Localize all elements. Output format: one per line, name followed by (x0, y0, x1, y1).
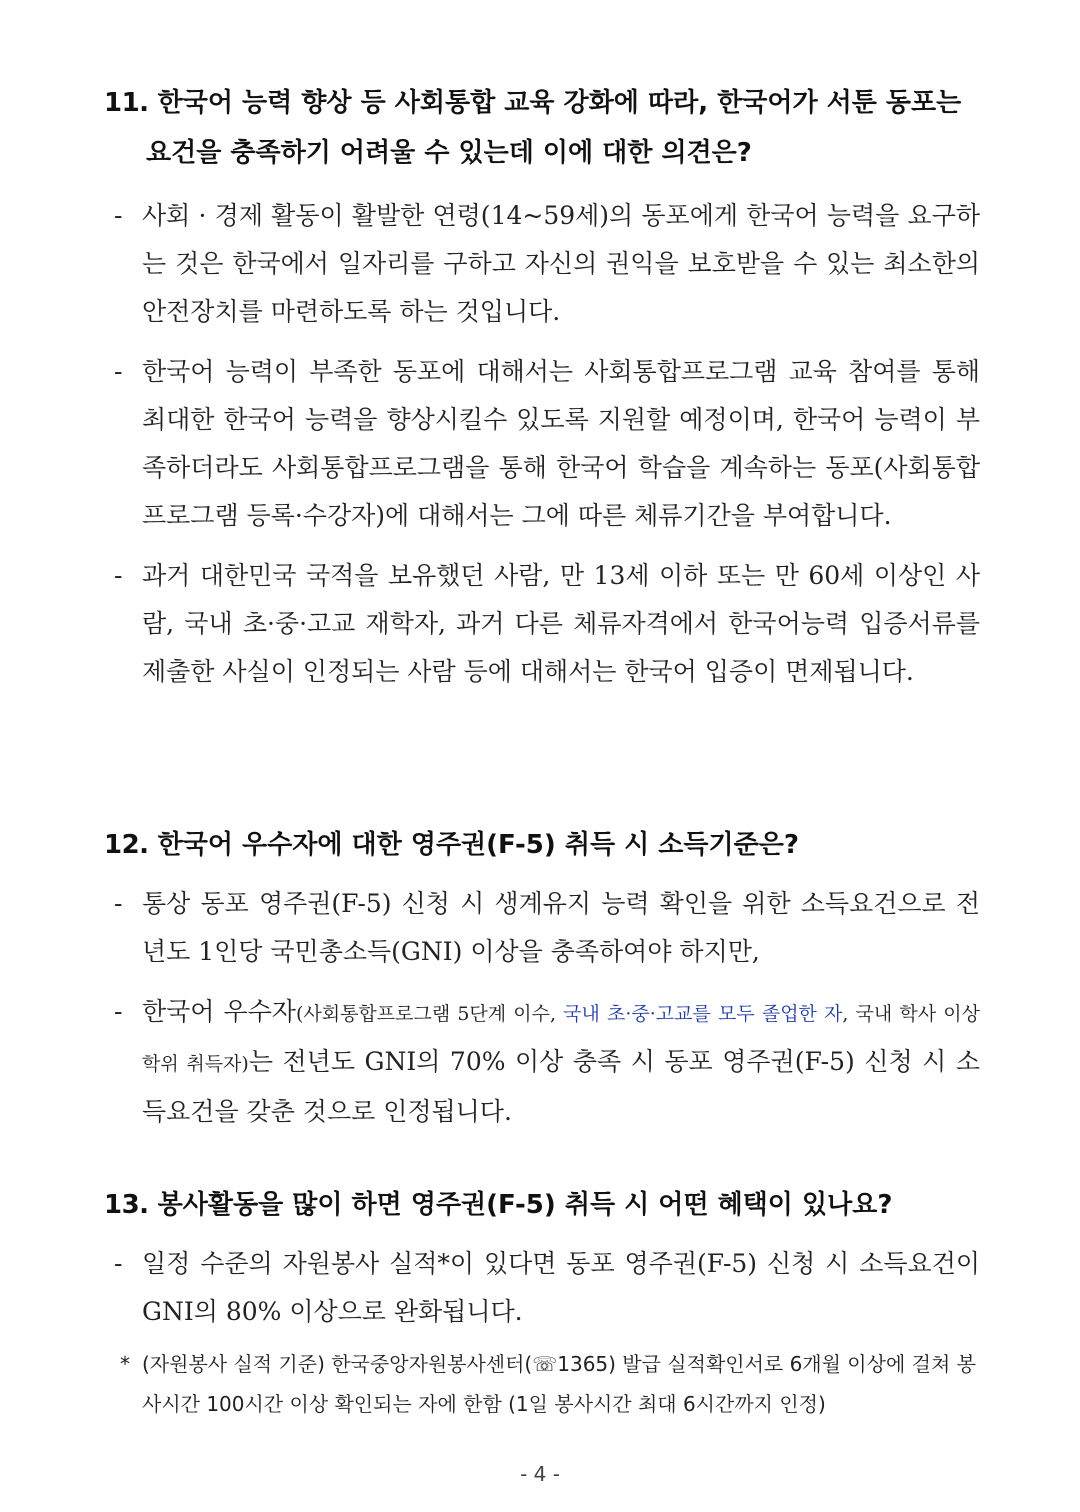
question-12-number: 12. (104, 830, 149, 860)
answer-item (104, 552, 980, 696)
dash-bullet: - (114, 997, 123, 1026)
answer-lead: 한국어 우수자 (142, 997, 296, 1026)
dash-bullet: - (114, 1249, 123, 1278)
question-12-title: 한국어 우수자에 대한 영주권(F-5) 취득 시 소득기준은? (157, 830, 799, 860)
answer-parenthetical: (사회통합프로그램 5단계 이수, (295, 1003, 564, 1025)
question-13-title: 봉사활동을 많이 하면 영주권(F-5) 취득 시 어떤 혜택이 있나요? (157, 1190, 893, 1220)
page-number: - 4 - (520, 1462, 560, 1486)
answer-highlight: 국내 초·중·고교를 모두 졸업한 자 (563, 1003, 843, 1025)
answer-text: 한국어 능력이 부족한 동포에 대해서는 사회통합프로그램 교육 참여를 통해 최대한 한국어 능력을 향상시킬수 있도록 지원할 예정이며, 한국어 능력이 부족하더라도 사회통합프로그램을 통해 한국어 학습을 계속하는 동포(사회통합프로그램 등록·수강자)에 대해서는 그에 따른 체류기간을 부여합니다. (142, 357, 980, 530)
question-11-title: 한국어 능력 향상 등 사회통합 교육 강화에 따라, 한국어가 서툰 동포는 요건을 충족하기 어려울 수 있는데 이에 대한 의견은? (146, 88, 962, 168)
question-13-number: 13. (104, 1190, 149, 1220)
footnote-text: (자원봉사 실적 기준) 한국중앙자원봉사센터(☏1365) 발급 실적확인서로 6개월 이상에 걸쳐 봉사시간 100시간 이상 확인되는 자에 한함 (1일 봉사시간 최대 6시간까지 인정) (142, 1352, 976, 1416)
answer-text: 통상 동포 영주권(F-5) 신청 시 생계유지 능력 확인을 위한 소득요건으로 전년도 1인당 국민총소득(GNI) 이상을 충족하여야 하지만, (142, 889, 980, 966)
answer-item (104, 192, 980, 336)
dash-bullet: - (114, 561, 123, 590)
dash-bullet: - (114, 201, 123, 230)
dash-bullet: - (114, 889, 123, 918)
dash-bullet: - (114, 357, 123, 386)
answer-item (104, 880, 980, 976)
question-11-number: 11. (104, 88, 149, 118)
answer-parenthetical: , 국내 학사 이상 학위 취득자) (142, 1003, 980, 1075)
answer-item (104, 988, 980, 1136)
question-13-heading (104, 1180, 980, 1230)
answer-item (104, 348, 980, 540)
question-13-section (104, 1180, 980, 1424)
footnote-marker: * (120, 1352, 130, 1376)
answer-text: 일정 수준의 자원봉사 실적*이 있다면 동포 영주권(F-5) 신청 시 소득요건이 GNI의 80% 이상으로 완화됩니다. (142, 1249, 980, 1326)
answer-text: 과거 대한민국 국적을 보유했던 사람, 만 13세 이하 또는 만 60세 이상인 사람, 국내 초·중·고교 재학자, 과거 다른 체류자격에서 한국어능력 입증서류를 제출한 사실이 인정되는 사람 등에 대해서는 한국어 입증이 면제됩니다. (142, 561, 980, 686)
question-12-heading (104, 820, 980, 870)
answer-item (104, 1240, 980, 1336)
question-11-heading (104, 78, 980, 178)
answer-text: 는 전년도 GNI의 70% 이상 충족 시 동포 영주권(F-5) 신청 시 소득요건을 갖춘 것으로 인정됩니다. (142, 1047, 980, 1126)
answer-text: 사회 · 경제 활동이 활발한 연령(14~59세)의 동포에게 한국어 능력을 요구하는 것은 한국에서 일자리를 구하고 자신의 권익을 보호받을 수 있는 최소한의 안전장치를 마련하도록 하는 것입니다. (142, 201, 980, 326)
question-12-section (104, 820, 980, 1136)
question-11-section (104, 78, 980, 696)
footnote (104, 1344, 980, 1424)
